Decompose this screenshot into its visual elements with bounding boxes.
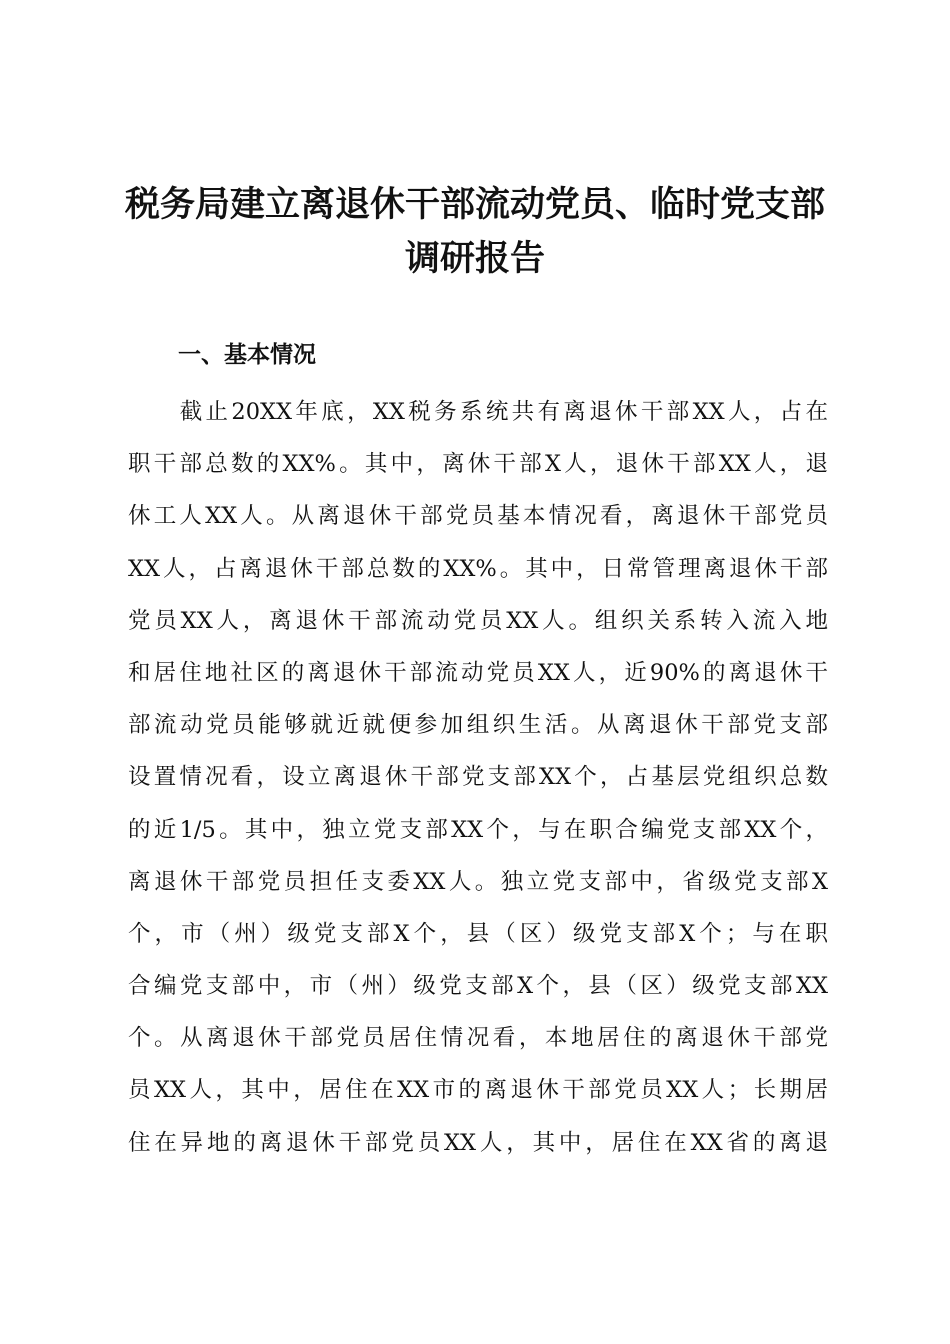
paragraph-line: 住在异地的离退休干部党员XX人，其中，居住在XX省的离退 bbox=[128, 1129, 828, 1156]
document-title-line-2: 调研报告 bbox=[404, 238, 545, 279]
body-paragraph bbox=[128, 386, 828, 1169]
paragraph-line: 的近1/5。其中，独立党支部XX个，与在职合编党支部XX个， bbox=[128, 816, 828, 843]
paragraph-line: 个，市（州）级党支部X个，县（区）级党支部X个；与在职 bbox=[128, 920, 828, 947]
paragraph-line: 员XX人，其中，居住在XX市的离退休干部党员XX人；长期居 bbox=[128, 1077, 828, 1104]
paragraph-line: 离退休干部党员担任支委XX人。独立党支部中，省级党支部X bbox=[128, 868, 828, 895]
paragraph-line: 设置情况看，设立离退休干部党支部XX个，占基层党组织总数 bbox=[128, 764, 828, 791]
paragraph-line: 和居住地社区的离退休干部流动党员XX人，近90%的离退休干 bbox=[128, 659, 828, 686]
paragraph-line: 职干部总数的XX%。其中，离休干部X人，退休干部XX人，退 bbox=[128, 451, 828, 478]
paragraph-line: XX人，占离退休干部总数的XX%。其中，日常管理离退休干部 bbox=[128, 555, 828, 582]
paragraph-line: 部流动党员能够就近就便参加组织生活。从离退休干部党支部 bbox=[128, 712, 828, 739]
document-title-line-1: 税务局建立离退休干部流动党员、临时党支部 bbox=[124, 184, 825, 225]
paragraph-line: 截止20XX年底，XX税务系统共有离退休干部XX人，占在 bbox=[128, 399, 828, 425]
section-heading-basic-situation: 一、基本情况 bbox=[178, 342, 316, 368]
paragraph-line: 休工人XX人。从离退休干部党员基本情况看，离退休干部党员 bbox=[128, 503, 828, 530]
document-title bbox=[110, 178, 840, 286]
paragraph-line: 党员XX人，离退休干部流动党员XX人。组织关系转入流入地 bbox=[128, 607, 828, 634]
paragraph-line: 个。从离退休干部党员居住情况看，本地居住的离退休干部党 bbox=[128, 1025, 828, 1052]
paragraph-line: 合编党支部中，市（州）级党支部X个，县（区）级党支部XX bbox=[128, 973, 828, 1000]
